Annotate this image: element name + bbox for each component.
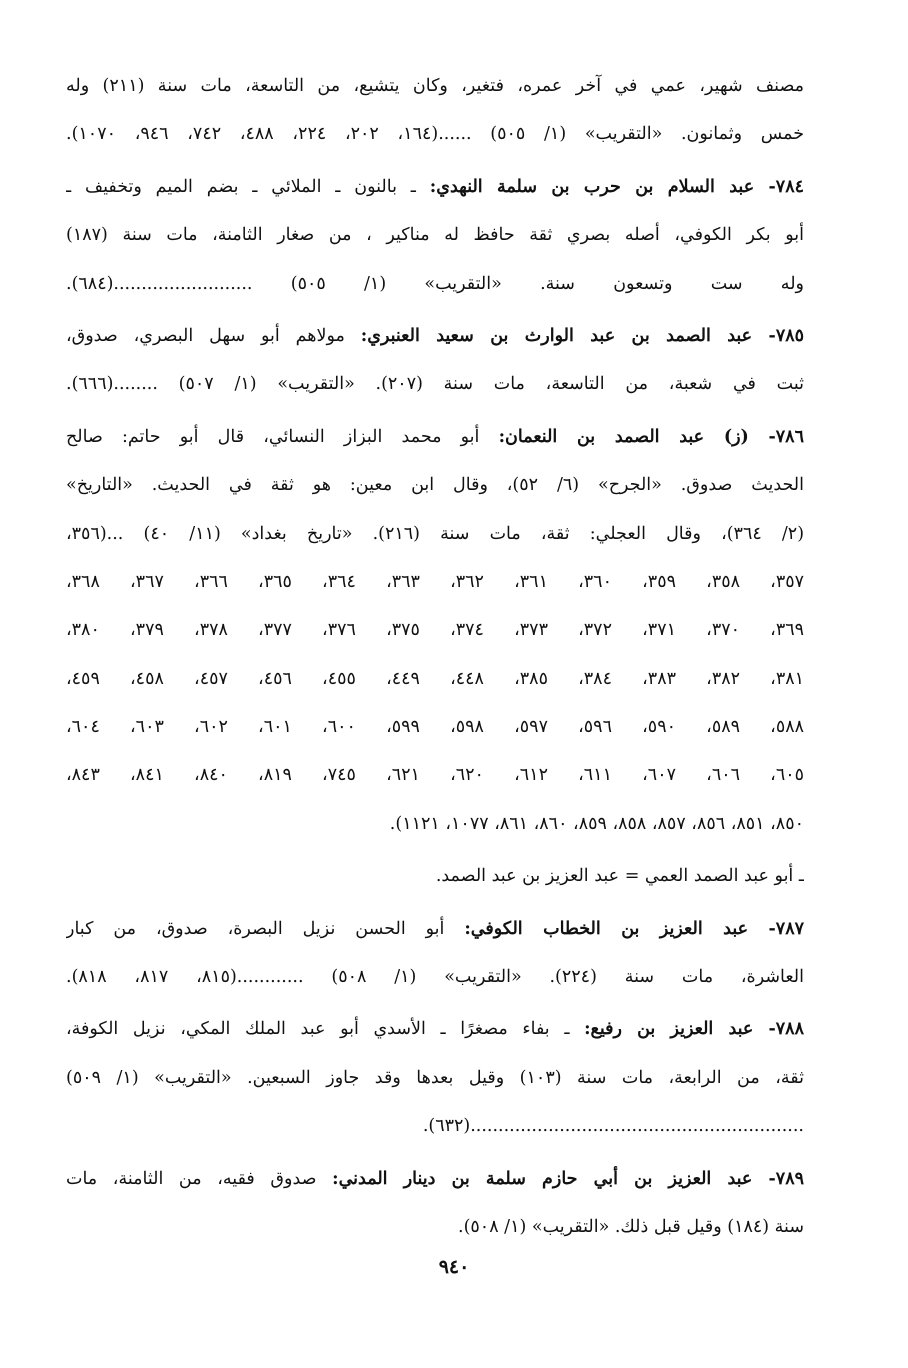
entry-heading: ٧٨٦- (ز) عبد الصمد بن النعمان: xyxy=(498,426,804,447)
entry-heading: ٧٨٨- عبد العزيز بن رفيع: xyxy=(584,1019,804,1040)
line-text: ٥٨٨، ٥٨٩، ٥٩٠، ٥٩٦، ٥٩٧، ٥٩٨، ٥٩٩، ٦٠٠، ٦٠١، ٦٠٢، ٦٠٣، ٦٠٤، xyxy=(66,717,804,738)
entry-heading: ٧٨٥- عبد الصمد بن عبد الوارث بن سعيد العنبري: xyxy=(360,325,804,346)
line-text: ............................................................(٦٣٢). xyxy=(422,1116,804,1137)
text-line xyxy=(66,751,804,799)
text-line xyxy=(66,510,804,558)
line-text: ـ بفاء مصغرًا ـ الأسدي أبو عبد الملك المكي، نزيل الكوفة، xyxy=(66,1019,585,1040)
body-text xyxy=(66,62,804,1251)
text-line xyxy=(66,558,804,606)
entry-line xyxy=(66,905,804,953)
line-text: ثبت في شعبة، من التاسعة، مات سنة (٢٠٧). «التقريب» (١/ ٥٠٧) ........(٦٦٦). xyxy=(66,374,804,395)
text-line xyxy=(66,1203,804,1251)
line-text: ثقة، من الرابعة، مات سنة (١٠٣) وقيل بعدها وقد جاوز السبعين. «التقريب» (١/ ٥٠٩) xyxy=(66,1067,804,1088)
line-text: أبو محمد البزاز النسائي، قال أبو حاتم: صالح xyxy=(66,426,499,447)
text-line xyxy=(66,211,804,259)
text-line xyxy=(66,655,804,703)
text-line xyxy=(66,1102,804,1150)
text-line xyxy=(66,800,804,848)
line-text: العاشرة، مات سنة (٢٢٤). «التقريب» (١/ ٥٠٨) ............(٨١٥، ٨١٧، ٨١٨). xyxy=(66,967,804,988)
entry-line xyxy=(66,413,804,461)
line-text: أبو الحسن نزيل البصرة، صدوق، من كبار xyxy=(66,918,465,939)
text-line xyxy=(66,260,804,308)
line-text: خمس وثمانون. «التقريب» (١/ ٥٠٥) ......(١٦٤، ٢٠٢، ٢٢٤، ٤٨٨، ٧٤٢، ٩٤٦، ١٠٧٠). xyxy=(66,124,804,145)
line-text: أبو بكر الكوفي، أصله بصري ثقة حافظ له مناكير ، من صغار الثامنة، مات سنة (١٨٧) xyxy=(66,225,804,246)
line-text: مولاهم أبو سهل البصري، صدوق، xyxy=(66,325,361,346)
text-line xyxy=(66,62,804,110)
line-text: ٣٥٧، ٣٥٨، ٣٥٩، ٣٦٠، ٣٦١، ٣٦٢، ٣٦٣، ٣٦٤، ٣٦٥، ٣٦٦، ٣٦٧، ٣٦٨، xyxy=(66,571,804,592)
text-line xyxy=(66,953,804,1001)
line-text: صدوق فقيه، من الثامنة، مات xyxy=(66,1168,333,1189)
text-line xyxy=(66,1054,804,1102)
entry-heading: ٧٨٧- عبد العزيز بن الخطاب الكوفي: xyxy=(464,918,804,939)
line-text: ـ بالنون ـ الملائي ـ بضم الميم وتخفيف ـ xyxy=(66,176,430,197)
line-text: ٦٠٥، ٦٠٦، ٦٠٧، ٦١١، ٦١٢، ٦٢٠، ٦٢١، ٧٤٥، ٨١٩، ٨٤٠، ٨٤١، ٨٤٣، xyxy=(66,765,804,786)
text-line xyxy=(66,461,804,509)
entry-line xyxy=(66,163,804,211)
entry-heading: ٧٨٤- عبد السلام بن حرب بن سلمة النهدي: xyxy=(429,176,804,197)
line-text: ٣٨١، ٣٨٢، ٣٨٣، ٣٨٤، ٣٨٥، ٤٤٨، ٤٤٩، ٤٥٥، ٤٥٦، ٤٥٧، ٤٥٨، ٤٥٩، xyxy=(66,668,804,689)
entry-line xyxy=(66,312,804,360)
text-line xyxy=(66,360,804,408)
line-text: ٨٥٠، ٨٥١، ٨٥٦، ٨٥٧، ٨٥٨، ٨٥٩، ٨٦٠، ٨٦١، ١٠٧٧، ١١٢١). xyxy=(389,813,804,834)
page-number: ٩٤٠ xyxy=(438,1256,470,1278)
line-text: وله ست وتسعون سنة. «التقريب» (١/ ٥٠٥) .........................(٦٨٤). xyxy=(66,273,804,294)
entry-line xyxy=(66,1005,804,1053)
line-text: سنة (١٨٤) وقيل قبل ذلك. «التقريب» (١/ ٥٠٨). xyxy=(458,1216,804,1237)
text-line xyxy=(66,110,804,158)
line-text: (٢/ ٣٦٤)، وقال العجلي: ثقة، مات سنة (٢١٦). «تاريخ بغداد» (١١/ ٤٠) ...(٣٥٦، xyxy=(66,523,804,544)
entry-heading: ٧٨٩- عبد العزيز بن أبي حازم سلمة بن دينار المدني: xyxy=(332,1168,804,1189)
line-text: ـ أبو عبد الصمد العمي = عبد العزيز بن عبد الصمد. xyxy=(435,866,804,887)
line-text: مصنف شهير، عمي في آخر عمره، فتغير، وكان يتشيع، من التاسعة، مات سنة (٢١١) وله xyxy=(66,76,804,96)
line-text: الحديث صدوق. «الجرح» (٦/ ٥٢)، وقال ابن معين: هو ثقة في الحديث. «التاريخ» xyxy=(66,475,804,496)
text-line xyxy=(66,852,804,900)
text-line xyxy=(66,606,804,654)
line-text: ٣٦٩، ٣٧٠، ٣٧١، ٣٧٢، ٣٧٣، ٣٧٤، ٣٧٥، ٣٧٦، ٣٧٧، ٣٧٨، ٣٧٩، ٣٨٠، xyxy=(66,620,804,641)
entry-line xyxy=(66,1155,804,1203)
text-line xyxy=(66,703,804,751)
